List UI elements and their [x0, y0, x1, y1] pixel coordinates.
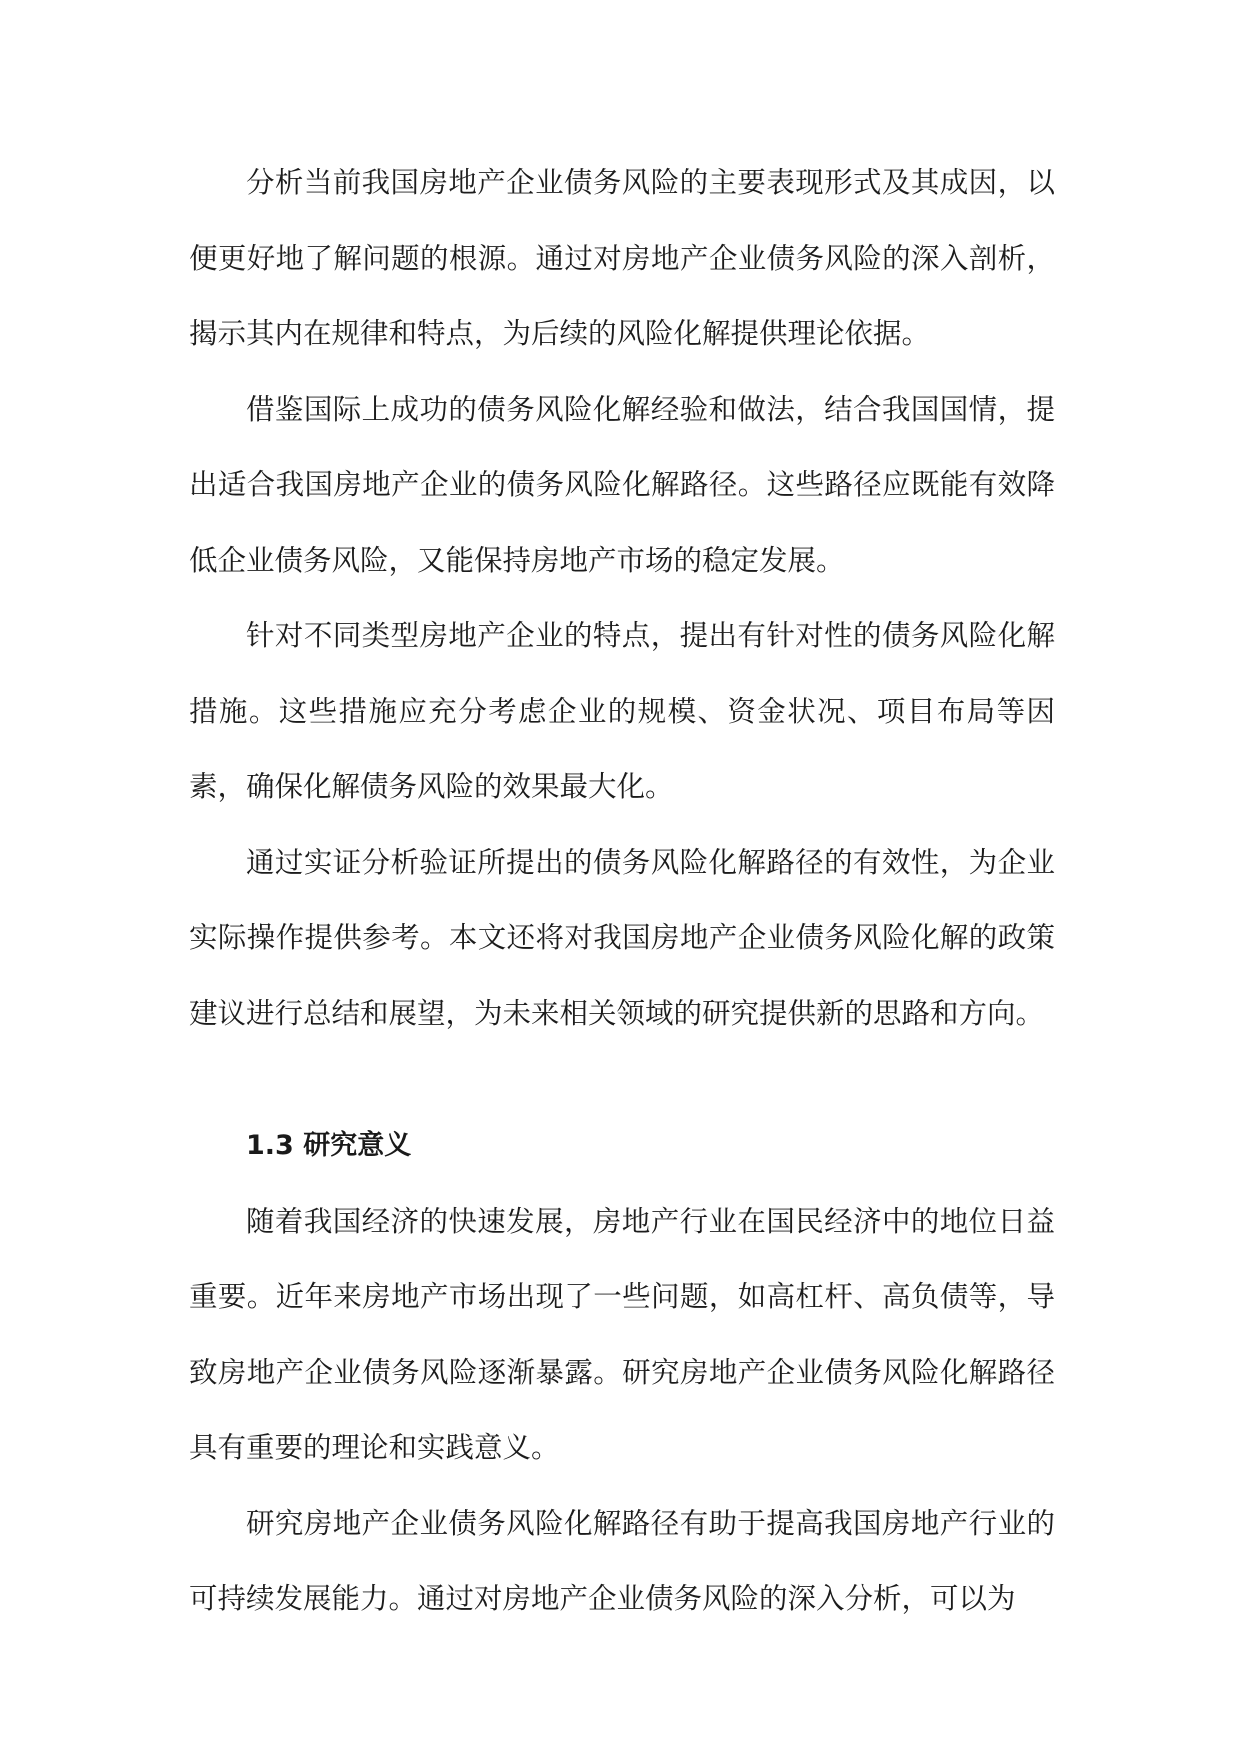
paragraph: 借鉴国际上成功的债务风险化解经验和做法，结合我国国情，提出适合我国房地产企业的债务风险化解路径。这些路径应既能有效降低企业债务风险，又能保持房地产市场的稳定发展。	[189, 392, 1055, 577]
paragraph: 针对不同类型房地产企业的特点，提出有针对性的债务风险化解措施。这些措施应充分考虑企业的规模、资金状况、项目布局等因素，确保化解债务风险的效果最大化。	[189, 619, 1055, 803]
paragraph: 研究房地产企业债务风险化解路径有助于提高我国房地产行业的可持续发展能力。通过对房地产企业债务风险的深入分析，可以为	[189, 1506, 1055, 1615]
paragraph: 分析当前我国房地产企业债务风险的主要表现形式及其成因，以便更好地了解问题的根源。通过对房地产企业债务风险的深入剖析，揭示其内在规律和特点，为后续的风险化解提供理论依据。	[189, 166, 1055, 350]
page-body	[189, 145, 1055, 1637]
section-heading: 1.3 研究意义	[246, 1130, 412, 1161]
paragraph: 通过实证分析验证所提出的债务风险化解路径的有效性，为企业实际操作提供参考。本文还将对我国房地产企业债务风险化解的政策建议进行总结和展望，为未来相关领域的研究提供新的思路和方向。	[189, 845, 1055, 1030]
paragraph: 随着我国经济的快速发展，房地产行业在国民经济中的地位日益重要。近年来房地产市场出现了一些问题，如高杠杆、高负债等，导致房地产企业债务风险逐渐暴露。研究房地产企业债务风险化解路径具有重要的理论和实践意义。	[189, 1204, 1055, 1464]
